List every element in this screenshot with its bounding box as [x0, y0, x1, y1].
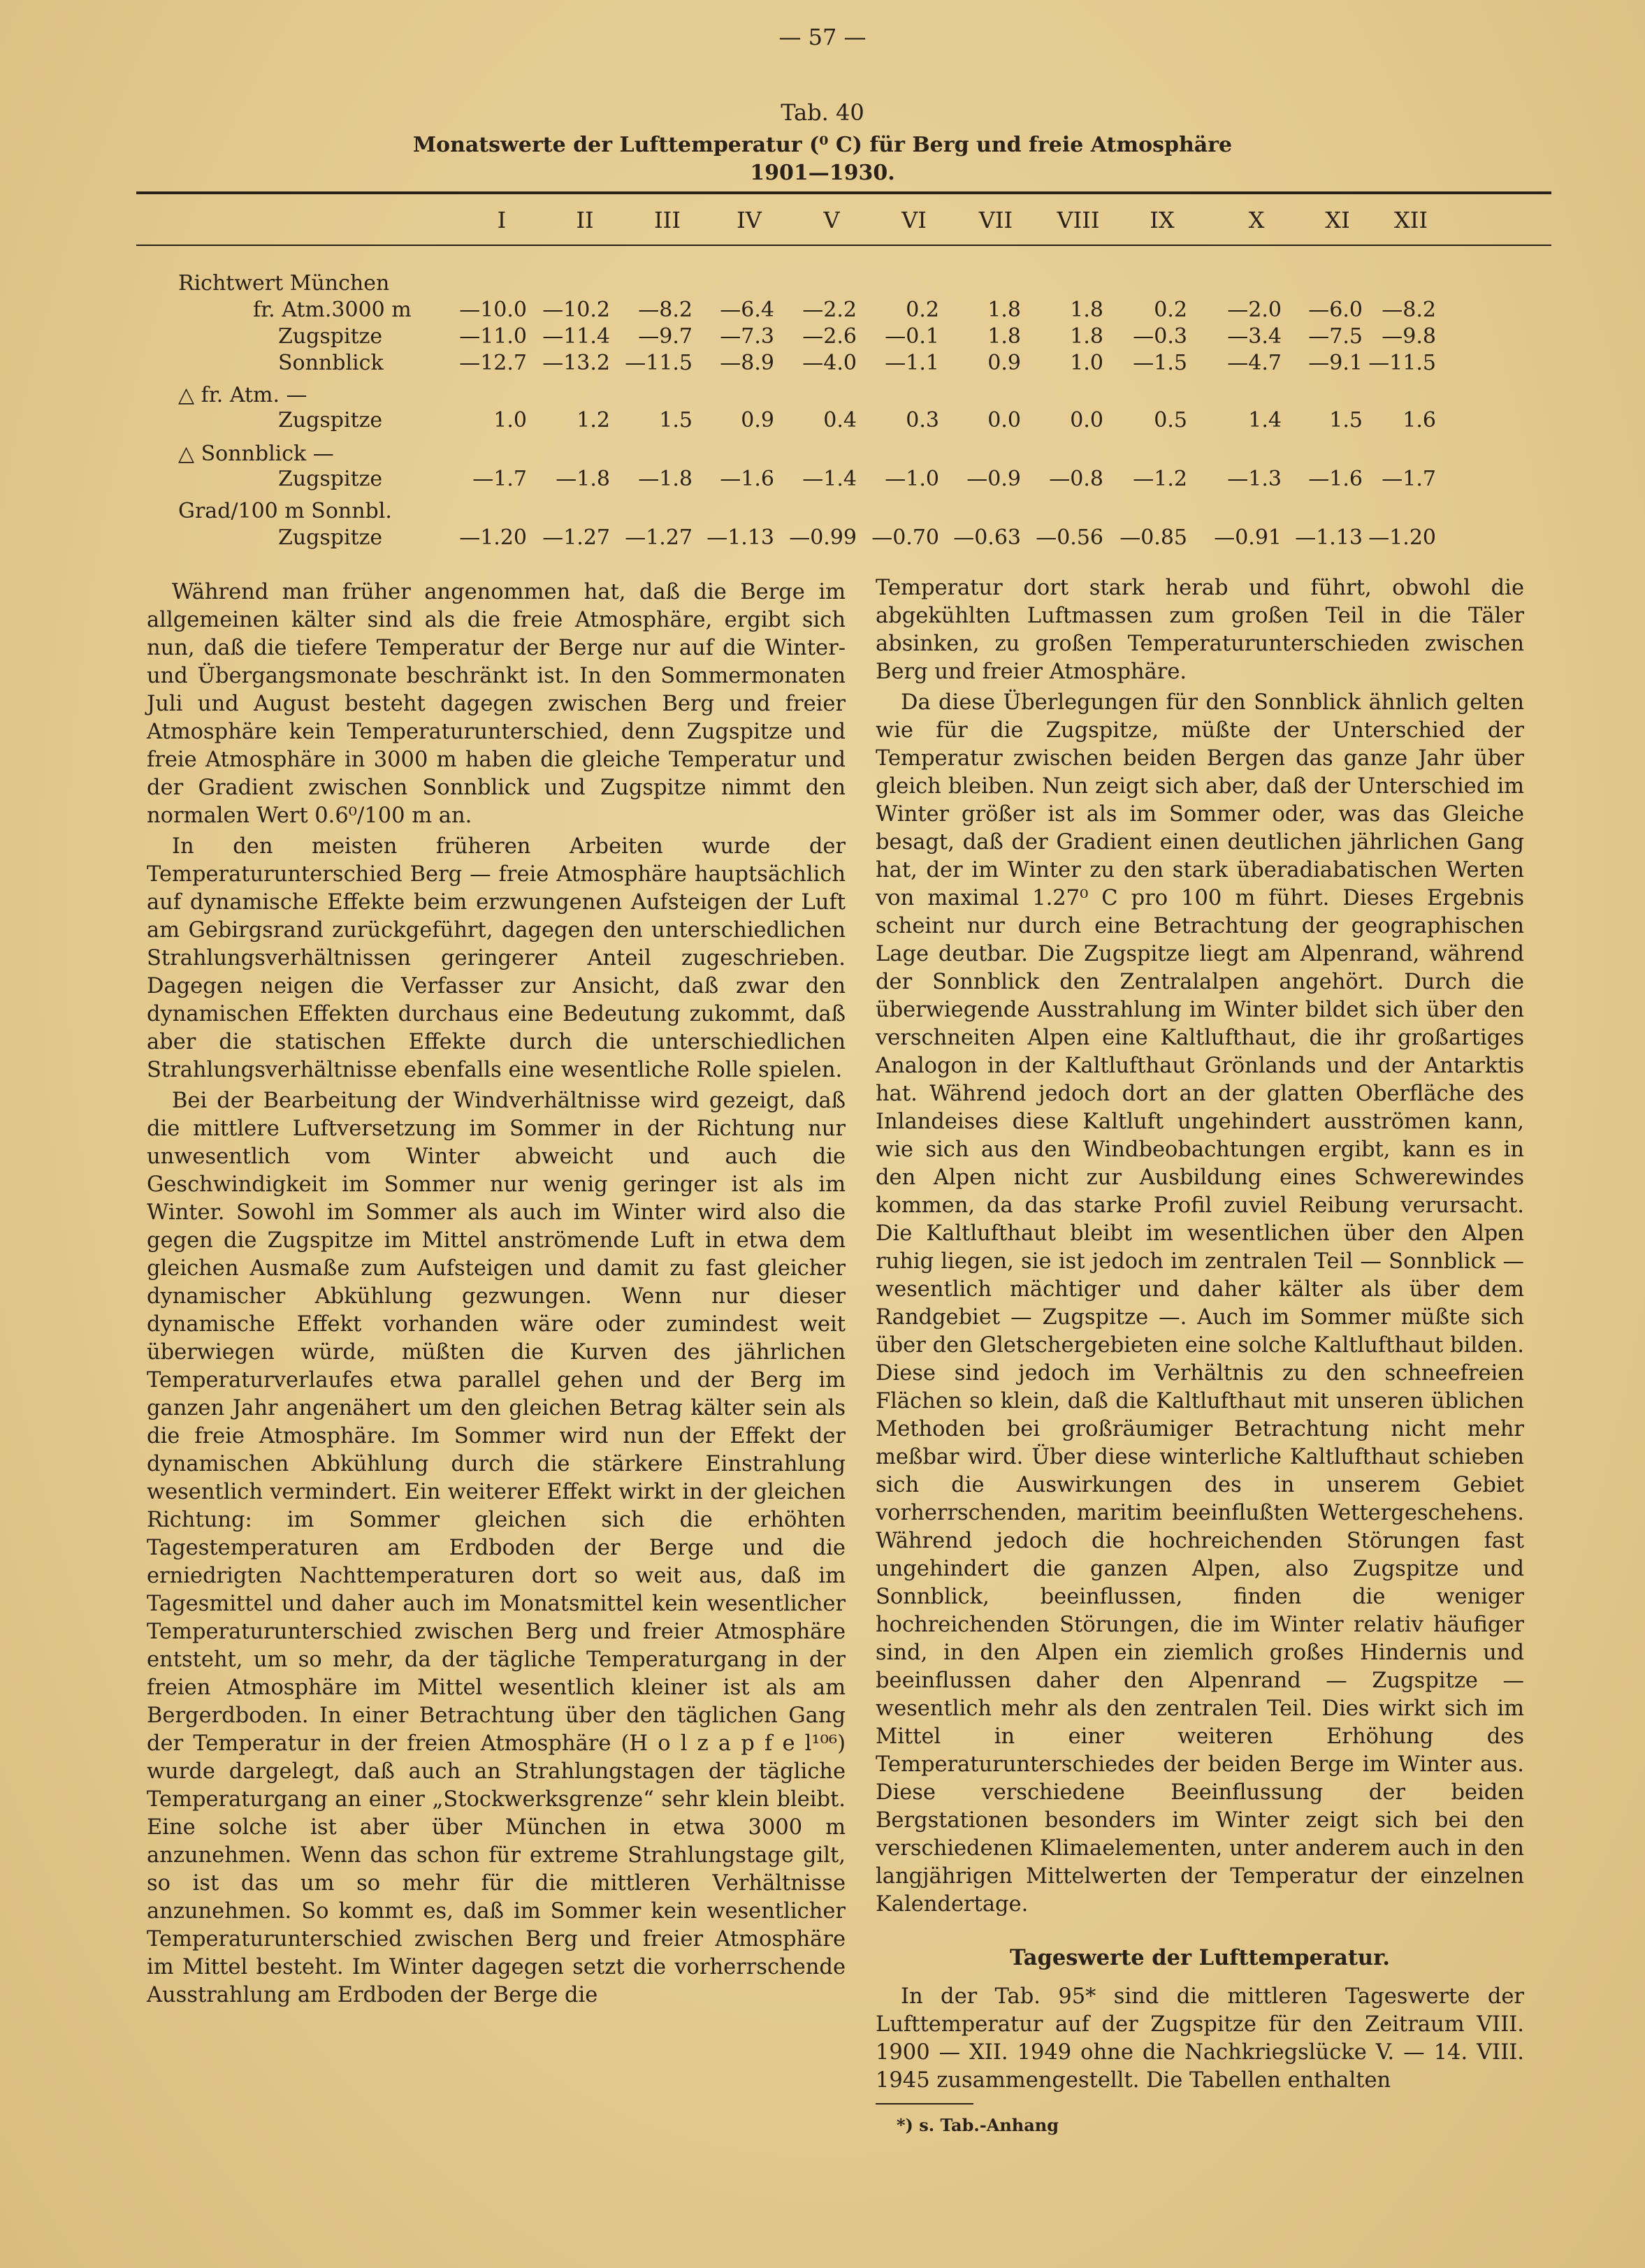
table-cell: 1.6 [1403, 408, 1436, 432]
row-label: Richtwert München [178, 271, 390, 296]
table-cell: —0.3 [1133, 324, 1187, 349]
left-text-column [147, 579, 846, 2012]
paragraph: Temperatur dort stark herab und führt, obwohl die abgekühlten Luftmassen zum großen Teil in die Täler absinken, zu großen Temperaturunterschieden zwischen Berg und freier Atmosphäre. [876, 576, 1524, 684]
table-cell: —8.9 [720, 351, 774, 375]
table-cell: 1.5 [1329, 408, 1363, 432]
table-row-label-line [0, 383, 1645, 411]
table-cell: —0.85 [1119, 525, 1187, 550]
table-cell: —1.5 [1133, 351, 1187, 375]
table-row [0, 298, 1645, 326]
table-cell: 1.8 [987, 324, 1021, 349]
row-label: Sonnblick [278, 351, 384, 375]
table-cell: 0.9 [741, 408, 774, 432]
table-cell: —0.1 [885, 324, 939, 349]
table-cell: —1.7 [472, 467, 527, 491]
row-label: △ Sonnblick — [178, 442, 334, 466]
table-cell: 0.9 [987, 351, 1021, 375]
table-cell: —1.20 [1368, 525, 1436, 550]
table-cell: —7.5 [1308, 324, 1363, 349]
row-label: Zugspitze [278, 408, 383, 432]
column-header: IX [1150, 207, 1175, 233]
table-cell: —11.4 [542, 324, 610, 349]
table-cell: —6.0 [1308, 298, 1363, 322]
table-cell: 1.4 [1248, 408, 1282, 432]
table-cell: —1.8 [638, 467, 693, 491]
table-cell: —1.13 [706, 525, 774, 550]
table-cell: 1.2 [577, 408, 610, 432]
table-row-label-line [0, 271, 1645, 299]
table-cell: 0.4 [823, 408, 857, 432]
table-number: Tab. 40 [781, 99, 864, 126]
table-cell: —10.0 [459, 298, 527, 322]
table-cell: —8.2 [638, 298, 693, 322]
table-cell: —1.0 [885, 467, 939, 491]
column-header: XII [1393, 207, 1428, 233]
table-row [0, 408, 1645, 436]
table-top-rule [136, 191, 1551, 194]
right-text-column [876, 574, 1524, 2142]
paragraph: Bei der Bearbeitung der Windverhältnisse wird gezeigt, daß die mittlere Luftversetzung im Sommer in der Richtung nur unwesentlich vom Winter abweicht und auch die Geschwindigkeit im Sommer nur wenig geringer ist als im Winter. Sowohl im Sommer als auch im Winter wird also die gegen die Zugspitze im Mittel anströmende Luft in etwa dem gleichen Ausmaße zum Aufsteigen und damit zu fast gleicher dynamischer Abkühlung gezwungen. Wenn nur dieser dynamische Effekt vorhanden wäre oder zumindest weit überwiegen würde, müßten die Kurven des jährlichen Temperaturverlaufes etwa parallel gehen und der Berg im ganzen Jahr angenähert um den gleichen Betrag kälter sein als die freie Atmosphäre. Im Sommer wird nun der Effekt der dynamischen Abkühlung durch die stärkere Einstrahlung wesentlich vermindert. Ein weiterer Effekt wirkt in der gleichen Richtung: im Sommer gleichen sich die erhöhten Tagestemperaturen am Erdboden der Berge und die erniedrigten Nachttemperaturen dort so weit aus, daß im Tagesmittel und daher auch im Monatsmittel kein wesentlicher Temperaturunterschied zwischen Berg und freier Atmosphäre entsteht, um so mehr, da der tägliche Temperaturgang in der freien Atmosphäre im Mittel wesentlich kleiner ist als am Bergerdboden. In einer Betrachtung über den täglichen Gang der Temperatur in der freien Atmosphäre (H o l z a p f e l¹⁰⁶) wurde dargelegt, daß auch an Strahlungstagen der tägliche Temperaturgang an einer „Stockwerksgrenze“ sehr klein bleibt. Eine solche ist aber über München in etwa 3000 m anzunehmen. Wenn das schon für extreme Strahlungstage gilt, so ist das um so mehr für die mittleren Verhältnisse anzunehmen. So kommt es, daß im Sommer kein wesentlicher Temperaturunterschied zwischen Berg und freier Atmosphäre im Mittel besteht. Im Winter dagegen setzt die vorherrschende Ausstrahlung am Erdboden der Berge die [147, 1089, 846, 2007]
table-cell: —9.7 [638, 324, 693, 349]
table-cell: —1.1 [885, 351, 939, 375]
table-cell: —12.7 [459, 351, 527, 375]
table-cell: —0.99 [789, 525, 857, 550]
table-row-label-line [0, 499, 1645, 527]
row-label: Zugspitze [278, 467, 383, 491]
column-header: VI [901, 207, 927, 233]
table-cell: —1.3 [1227, 467, 1282, 491]
table-row [0, 467, 1645, 495]
table-row [0, 324, 1645, 352]
table-title-line-1: Monatswerte der Lufttemperatur (⁰ C) für Berg und freie Atmosphäre [412, 133, 1233, 157]
table-cell: —1.13 [1295, 525, 1363, 550]
table-cell: —1.27 [625, 525, 693, 550]
table-cell: —1.6 [1308, 467, 1363, 491]
paragraph: In der Tab. 95* sind die mittleren Tageswerte der Lufttemperatur auf der Zugspitze für den Zeitraum VIII. 1900 — XII. 1949 ohne die Nachkriegslücke V. — 14. VIII. 1945 zusammengestellt. Die Tabellen enthalten [876, 1984, 1524, 2093]
table-cell: —4.7 [1227, 351, 1282, 375]
row-label: Zugspitze [278, 324, 383, 349]
table-cell: —6.4 [720, 298, 774, 322]
table-cell: —13.2 [542, 351, 610, 375]
table-cell: 1.8 [1070, 324, 1103, 349]
column-header: VIII [1057, 207, 1100, 233]
table-cell: —2.0 [1227, 298, 1282, 322]
column-header: III [654, 207, 681, 233]
table-row [0, 525, 1645, 553]
paragraph: Da diese Überlegungen für den Sonnblick ähnlich gelten wie für die Zugspitze, müßte der Unterschied der Temperatur zwischen beiden Bergen das ganze Jahr über gleich bleiben. Nun zeigt sich aber, daß der Unterschied im Winter größer ist als im Sommer oder, was das Gleiche besagt, daß der Gradient einen deutlichen jährlichen Gang hat, der im Winter zu den stark überadiabatischen Werten von maximal 1.27⁰ C pro 100 m führt. Dieses Ergebnis scheint nur durch eine Betrachtung der geographischen Lage deutbar. Die Zugspitze liegt am Alpenrand, während der Sonnblick den Zentralalpen angehört. Durch die überwiegende Ausstrahlung im Winter bildet sich über den verschneiten Alpen eine Kaltlufthaut, die ihr großartiges Analogon in der Kaltlufthaut Grönlands und der Antarktis hat. Während jedoch dort an der glatten Oberfläche des Inlandeises diese Kaltluft ungehindert ausströmen kann, wie sich aus den Windbeobachtungen ergibt, kann es in den Alpen nicht zur Ausbildung eines Schwerewindes kommen, da das starke Profil zuviel Reibung verursacht. Die Kaltlufthaut bleibt im wesentlichen über den Alpen ruhig liegen, sie ist jedoch im zentralen Teil — Sonnblick — wesentlich mächtiger und daher kälter als über dem Randgebiet — Zugspitze —. Auch im Sommer müßte sich über den Gletschergebieten eine solche Kaltlufthaut bilden. Diese sind jedoch im Verhältnis zu den schneefreien Flächen so klein, daß die Kaltlufthaut mit unseren üblichen Methoden bei großräumiger Betrachtung nicht mehr meßbar wird. Über diese winterliche Kaltlufthaut schieben sich die Auswirkungen des in unserem Gebiet vorherrschenden, maritim beeinflußten Wettergeschehens. Während jedoch die hochreichenden Störungen fast ungehindert die ganzen Alpen, also Zugspitze und Sonnblick, beeinflussen, finden die weniger hochreichenden Störungen, die im Winter relativ häufiger sind, in den Alpen ein ziemlich großes Hindernis und beeinflussen daher den Alpenrand — Zugspitze — wesentlich mehr als den zentralen Teil. Dies wirkt sich im Mittel in einer weiteren Erhöhung des Temperaturunterschiedes der beiden Berge im Winter aus. Diese verschiedene Beeinflussung der beiden Bergstationen besonders im Winter zeigt sich bei den verschiedenen Klimaelementen, unter anderem auch in den langjährigen Mittelwerten der Temperatur der einzelnen Kalendertage. [876, 690, 1524, 1917]
table-cell: —9.1 [1308, 351, 1363, 375]
table-cell: 1.0 [1070, 351, 1103, 375]
table-title [0, 131, 1645, 187]
table-cell: —0.63 [953, 525, 1021, 550]
footnote: *) s. Tab.-Anhang [897, 2115, 1059, 2135]
table-cell: —1.20 [459, 525, 527, 550]
table-cell: —2.2 [802, 298, 857, 322]
table-cell: 0.3 [906, 408, 939, 432]
table-cell: —0.70 [871, 525, 939, 550]
table-title-line-2: 1901—1930. [750, 161, 895, 185]
table-header-rule [136, 245, 1551, 246]
row-label: Grad/100 m Sonnbl. [178, 499, 392, 523]
table-cell: —1.4 [802, 467, 857, 491]
table-cell: —0.9 [966, 467, 1021, 491]
table-cell: 0.0 [1070, 408, 1103, 432]
table-row [0, 351, 1645, 379]
table-cell: —3.4 [1227, 324, 1282, 349]
column-header: XI [1325, 207, 1350, 233]
table-cell: —10.2 [542, 298, 610, 322]
table-column-headers [0, 207, 1645, 235]
table-cell: 1.5 [659, 408, 693, 432]
table-cell: —2.6 [802, 324, 857, 349]
table-cell: —11.5 [625, 351, 693, 375]
table-cell: —1.27 [542, 525, 610, 550]
table-cell: —0.8 [1049, 467, 1103, 491]
table-cell: —11.5 [1368, 351, 1436, 375]
table-cell: —1.2 [1133, 467, 1187, 491]
column-header: IV [737, 207, 762, 233]
footnote-rule [876, 2103, 973, 2105]
page-number: — 57 — [778, 24, 867, 50]
row-label: Zugspitze [278, 525, 383, 550]
column-header: I [497, 207, 507, 233]
row-label: fr. Atm.3000 m [253, 298, 412, 322]
table-cell: —1.7 [1382, 467, 1436, 491]
table-cell: —0.91 [1214, 525, 1282, 550]
table-cell: 1.8 [987, 298, 1021, 322]
table-cell: —0.56 [1036, 525, 1103, 550]
row-label: △ fr. Atm. — [178, 383, 307, 407]
table-cell: 0.0 [987, 408, 1021, 432]
table-cell: —7.3 [720, 324, 774, 349]
column-header: II [576, 207, 594, 233]
table-cell: —1.6 [720, 467, 774, 491]
table-cell: —4.0 [802, 351, 857, 375]
column-header: V [823, 207, 840, 233]
table-cell: 0.5 [1154, 408, 1187, 432]
paragraph: In den meisten früheren Arbeiten wurde der Temperaturunterschied Berg — freie Atmosphäre hauptsächlich auf dynamische Effekte beim erzwungenen Aufsteigen der Luft am Gebirgsrand zurückgeführt, dagegen den unterschiedlichen Strahlungsverhältnissen geringerer Anteil zugeschrieben. Dagegen neigen die Verfasser zur Ansicht, daß zwar den dynamischen Effekten durchaus eine Bedeutung zukommt, daß aber die statischen Effekte durch die unterschiedlichen Strahlungsverhältnisse ebenfalls eine wesentliche Rolle spielen. [147, 834, 846, 1082]
table-cell: 0.2 [1154, 298, 1187, 322]
table-row-label-line [0, 442, 1645, 470]
table-cell: 1.0 [493, 408, 527, 432]
paragraph: Während man früher angenommen hat, daß die Berge im allgemeinen kälter sind als die freie Atmosphäre, ergibt sich nun, daß die tiefere Temperatur der Berge nur auf die Winter- und Übergangsmonate beschränkt ist. In den Sommermonaten Juli und August besteht dagegen zwischen Berg und freier Atmosphäre kein Temperaturunterschied, denn Zugspitze und freie Atmosphäre in 3000 m haben die gleiche Temperatur und der Gradient zwischen Sonnblick und Zugspitze nimmt den normalen Wert 0.6⁰/100 m an. [147, 580, 846, 828]
table-cell: —9.8 [1382, 324, 1436, 349]
table-cell: 1.8 [1070, 298, 1103, 322]
column-header: X [1248, 207, 1265, 233]
table-cell: —1.8 [556, 467, 610, 491]
table-cell: —8.2 [1382, 298, 1436, 322]
table-cell: —11.0 [459, 324, 527, 349]
section-heading: Tageswerte der Lufttemperatur. [1009, 1945, 1390, 1970]
table-cell: 0.2 [906, 298, 939, 322]
column-header: VII [978, 207, 1013, 233]
